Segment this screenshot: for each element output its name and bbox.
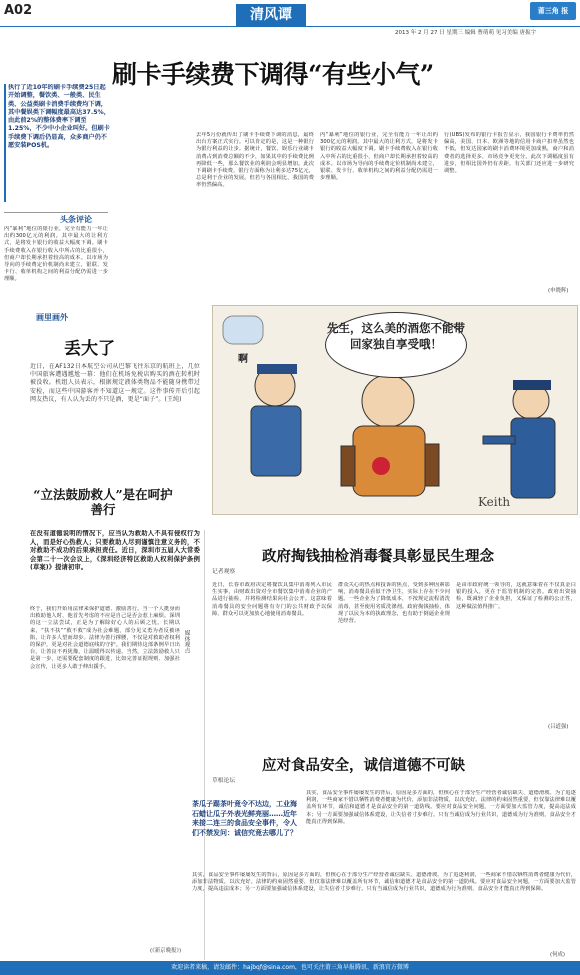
food-highlight-box: 茶瓜子踢茶叶竟令不达边，工业海石蜡让瓜子外表光鲜亮丽……近年来接二连三的食品安全事件，令人们不禁发问：诚信究竟去哪儿了？ [192, 800, 297, 837]
main-headline: 刷卡手续费下调得“有些小气” [112, 60, 434, 89]
sub-article-body: 近日，在AF132日本航空公司从巴黎飞往东京的航班上，几位中国旅客遭遇尴尬一幕：他们在机场免税店购买的酒在转机时被没收。机组人员表示，根据规定液体类物品不能随身携带过安检，而这些中国游客并不知道这一规定。这件事传开后引起网友热议，有人认为丢的不只是酒，更是“面子”。(王纯) [30, 363, 200, 403]
main-article-col0: 内“暴利”地位的银行业，完全有能力一年让出约300亿元的利润。其中最大的让利方式，是将发卡银行的收益大幅度下调。刷卡手续费收入在银行收入中所占的比重很小，但商户却长期承担着较高的成本。以市场为导向的手续费定价机制尚未建立，银联、发卡行、收单机构之间的利益分配仍需进一步理顺。 [4, 226, 108, 283]
section-banner: 清风谭 [236, 4, 306, 26]
main-article-col2: 内“暴利”地位的银行业，完全有能力一年让出约300亿元的利润。其中最大的让利方式，是将发卡银行的收益大幅度下调。刷卡手续费收入在银行收入中所占的比重很小，但商户却长期承担着较高的成本。以市场为导向的手续费定价机制尚未建立，银联、发卡行、收单机构之间的利益分配仍需进一步理顺。 [320, 132, 438, 182]
footer-bar: 欢迎读者来稿，请发邮件：hajbqf@sina.com，也可关注莆三角早报腾讯、新浪官方微博 [0, 961, 580, 975]
rescue-body: 终于，我们开始用法律来保护道德、激励善行。当一个人挺身而出救助他人时，他首先考虑的不应是自己是否会惹上麻烦。深圳的这一立法尝试，正是为了解除好心人的后顾之忧。长期以来，“扶不扶”“救不救”成为社会难题，部分见义勇为者反被诬陷，让许多人望而却步。法律为善行撑腰，不仅是对救助者权利的保护，更是对社会道德底线的守护。我们期待这部条例早日出台，让善良不再犹豫，让温暖得以传递。当然，立法鼓励救人只是第一步，还需要配套制度的跟进，比如完善证据规则、加强社会宣传，让更多人敢于伸出援手。 [30, 606, 180, 670]
divider [4, 212, 108, 213]
rescue-title: “立法鼓励救人”是在呵护善行 [33, 487, 173, 517]
header-rule [0, 26, 580, 27]
food-title: 应对食品安全，诚信道德不可缺 [262, 757, 465, 774]
page-number: A02 [4, 3, 33, 18]
main-lead: 执行了近10年的刷卡手续费25日起开始调整，餐饮类、一般类、民生类、公益类刷卡消费手续费均下调，其中餐娱类下调幅度最高达37.5%，由此前2%的整体费率下调至1.25%，不少中小企业叫好。但刷卡手续费下调后仍显高，众多商户仍不愿安装POS机。 [4, 84, 110, 202]
food-side-label: 草根论坛 [212, 778, 236, 784]
main-article-col3: 行(UBS)发布的银行卡报告显示，我国银行卡费率仍然偏高，美国、日本、欧洲等地的信用卡商户扣率虽然也不低，但发达国家的刷卡消费环境更加成熟，商户和消费者的选择更多，市场竞争更充分。此次下调幅度虽有进步，但相比国外仍有差距，有关部门还应进一步研究调整。 [444, 132, 574, 175]
exclamation: 啊 [238, 354, 248, 365]
rescue-side-label: 媒体观点 [183, 630, 189, 654]
newspaper-logo: 莆三角 报 [530, 2, 576, 20]
gov-col1: 近日，长春市政府决定将餐饮具集中消毒列入市民生实事，由财政出资对全市餐饮集中消毒企业的产品进行抽检，并将检测结果向社会公开。这意味着消毒餐具的安全问题将有专门的公共财政予以保障，群众可以更加放心地使用消毒餐具。 [212, 582, 332, 617]
issue-info: 2013 年 2 月 27 日 星期三 编辑 曹萌萌 见习美编 唐振宇 [395, 30, 536, 36]
rescue-lead: 在没有道德说明的情况下，应当认为救助人不具有侵权行为人，而是好心热救人；只要救助人尽到谨慎注意义务的，不对救助不成功的后果承担责任。近日，深圳市五届人大常委会第二十一次会议上，《深圳经济特区救助人权利保护条例(草案)》提请初审。 [30, 530, 200, 572]
speech-bubble: 先生，这么美的酒您不能带回家独自享受哦！ [325, 312, 467, 378]
sub-article-title: 丢大了 [64, 339, 115, 359]
main-signature: (申晓辉) [548, 288, 569, 294]
gov-title: 政府掏钱抽检消毒餐具彰显民生理念 [262, 548, 494, 565]
main-article-col1: 去年5月份就传出了刷卡手续费下调的消息，最终出台方案正式实行。可以肯定的是，这是一种银行为银行利益的让步。据统计，餐饮、娱乐行业刷卡消费占到消费总额的不少，如果其中的手续费比例再降低一些，那么餐饮业的利润会明显增加。此次下调刷卡手续费，银行方面称为让利多达75亿元，总是利于企业的发展。但若与各国相比，我国的费率仍然偏高。 [196, 132, 314, 189]
sub-column-label: 画里画外 [36, 313, 68, 322]
column-label: 头条评论 [60, 215, 92, 224]
gov-col3: 是由市政府统一领导的，这就意味着在不仅真金白银的投入，更在于监管机制的完善。政府出资抽检，既减轻了企业负担，又保证了检测的公正性，这种做法值得推广。 [456, 582, 576, 610]
gov-side-label: 记者观察 [212, 569, 236, 575]
food-body: 其实，食品安全事件屡屡发生的背后，原因是多方面的，但核心在于部分生产经营者诚信缺失、道德滑坡。为了追逐利润，一些商家不惜以牺牲消费者健康为代价，添加非法物质，以次充好。法律的约束固然重要，但仅靠法律难以覆盖所有环节，诚信和道德才是食品安全的第一道防线。要应对食品安全问题，一方面要加大监管力度，提高违法成本；另一方面要加强诚信体系建设，让失信者寸步难行。只有当诚信成为行业共识，道德成为行为准则，食品安全才能真正得到保障。 [306, 790, 576, 825]
rescue-signature: (《新京晚报》) [150, 948, 182, 954]
food-body-continued: 其实，食品安全事件屡屡发生的背后，原因是多方面的，但核心在于部分生产经营者诚信缺失、道德滑坡。为了追逐利润，一些商家不惜以牺牲消费者健康为代价，添加非法物质，以次充好。法律的约束固然重要，但仅靠法律难以覆盖所有环节，诚信和道德才是食品安全的第一道防线。要应对食品安全问题，一方面要加大监管力度，提高违法成本；另一方面要加强诚信体系建设，让失信者寸步难行。只有当诚信成为行业共识，道德成为行为准则，食品安全才能真正得到保障。 [192, 872, 576, 893]
gov-col2: 群众关心的热点和投诉的焦点，受到多种因素影响，消毒餐具看似干净卫生，实际上存在不少问题。一些企业为了降低成本，不按规定流程清洗消毒，甚至使用劣质洗涤剂。政府掏钱抽检，体现了以民为本的执政理念，也有助于倒逼企业规范经营。 [338, 582, 450, 625]
food-signature: (何成) [550, 952, 565, 958]
gov-signature: (吕道强) [548, 724, 569, 730]
cartoon-signature: Keith [478, 495, 511, 509]
